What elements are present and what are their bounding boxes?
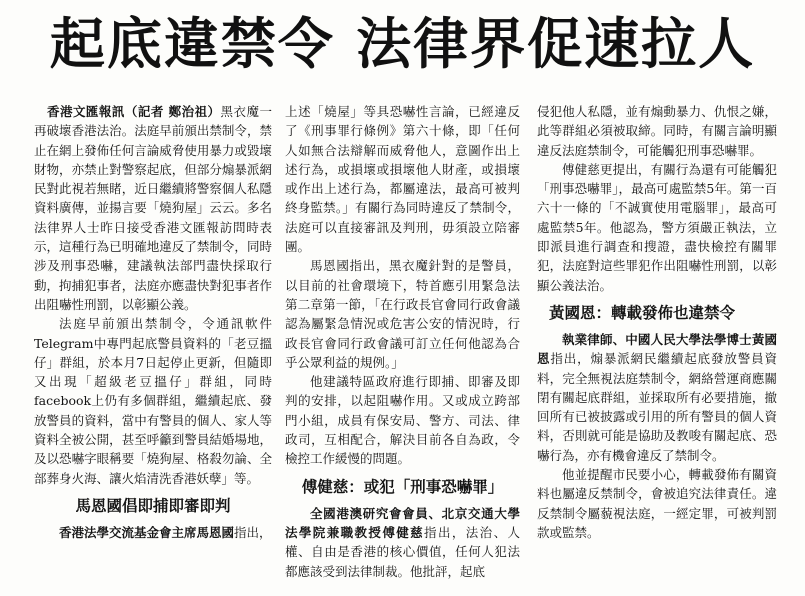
headline: 起底違禁令 法律界促速拉人 — [49, 12, 756, 76]
paragraph: 侵犯他人私隱，並有煽動暴力、仇恨之嫌，此等群組必須被取締。同時，有關言論明顯違反法庭禁制令，可能觸犯刑事恐嚇罪。 — [537, 104, 777, 158]
paragraph: 他建議特區政府進行即捕、即審及即判的安排，以起阻嚇作用。又或成立跨部門小組，成員有保安局、警方、司法、律政司，互相配合，解決目前各自為政，令檢控工作緩慢的問題。 — [285, 374, 520, 467]
speaker-name: 全國港澳研究會會員、北京交通大學法學院兼職教授傅健慈 — [285, 505, 520, 540]
paragraph-text: 指出， — [234, 524, 272, 540]
paragraph-text: 指出，煽暴派網民繼續起底發放警員資料，完全無視法庭禁制令，網絡營運商應關閉有關起底群組，並採取所有必要措施，撤回所有已被披露或引用的所有警員的個人資料，否則就可能是協助及教唆有關起底、恐嚇行為，亦有機會違反了禁制令。 — [537, 351, 777, 463]
paragraph-text: 黑衣魔一再破壞香港法治。法庭早前頒出禁制令，禁止在網上發佈任何言論威脅使用暴力或毀壞財物，亦禁止對警察起底，但部分煽暴派網民對此視若無睹，近日繼續將警察個人私隱資料廣傳，並揚言要「燒狗屋」云云。多名法律界人士昨日接受香港文匯報訪問時表示，這種行為已明確地違反了禁制令，同時涉及刑事恐嚇，建議執法部門盡快採取行動，拘捕犯事者，法庭亦應盡快對犯事者作出阻嚇性刑罰，以彰顯公義。 — [34, 104, 272, 312]
paragraph: 法庭早前頒出禁制令，令通訊軟件Telegram中專門起底警員資料的「老豆搵仔」群組，於本月7日起停止更新，但隨即又出現「超級老豆搵仔」群組，同時facebook上仍有多個群組，繼續起底、發放警員的資料，當中有警員的個人、家人等資料全被公開，甚至呼籲到警員結婚場地，及以恐嚇字眼稱要「燒狗屋、格殺勿論、全部葬身火海、讓火焰清洗香港妖孽」等。 — [34, 316, 272, 486]
paragraph: 傅健慈更提出，有關行為還有可能觸犯「刑事恐嚇罪」，最高可處監禁5年。第一百六十一條的「不誠實使用電腦罪」，最高可處監禁5年。他認為，警方須嚴正執法，立即派員進行調查和搜證，盡快檢控有關罪犯，法庭對這些罪犯作出阻嚇性刑罰，以彰顯公義法治。 — [537, 161, 777, 293]
subheading: 馬恩國倡即捕即審即判 — [75, 496, 231, 515]
byline: 香港文匯報訊（記者 鄭治祖） — [46, 104, 221, 119]
paragraph — [285, 504, 520, 581]
article-column-1 — [34, 102, 272, 542]
subheading: 黃國恩：轉載發佈也違禁令 — [549, 303, 736, 322]
paragraph — [537, 330, 777, 465]
article-column-3 — [537, 102, 777, 542]
subheading: 傅健慈：或犯「刑事恐嚇罪」 — [301, 477, 504, 496]
paragraph: 上述「燒屋」等具恐嚇性言論，已經違反了《刑事罪行條例》第六十條，即「任何人如無合法辯解而威脅他人，意圖作出上述行為，或損壞或損壞他人財產，或損壞或作出上述行為，都屬違法，最高可被判終身監禁。」有關行為同時違反了禁制令，法庭可以直接審訊及判刑，毋須設立陪審團。 — [285, 104, 520, 255]
paragraph-text: 指出，法治、人權、自由是香港的核心價值，任何人犯法都應該受到法律制裁。他批評，起底 — [285, 524, 520, 579]
paragraph: 馬恩國指出，黑衣魔針對的是警員，以目前的社會環境下，特首應引用緊急法第二章第一節，「在行政長官會同行政會議認為屬緊急情況或危害公安的情況時，行政長官會同行政會議可訂立任何他認為合乎公眾利益的規例。」 — [285, 258, 520, 370]
paragraph: 他並提醒市民要小心，轉載發佈有關資料也屬違反禁制令，會被追究法律責任。違反禁制令屬藐視法庭，一經定罪，可被判罰款或監禁。 — [537, 467, 777, 540]
speaker-name: 執業律師、中國人民大學法學博士黃國恩 — [537, 331, 777, 367]
article-column-2 — [285, 102, 520, 581]
paragraph — [34, 523, 272, 542]
speaker-name: 香港法學交流基金會主席馬恩國 — [59, 524, 235, 540]
lead-paragraph — [34, 102, 272, 314]
